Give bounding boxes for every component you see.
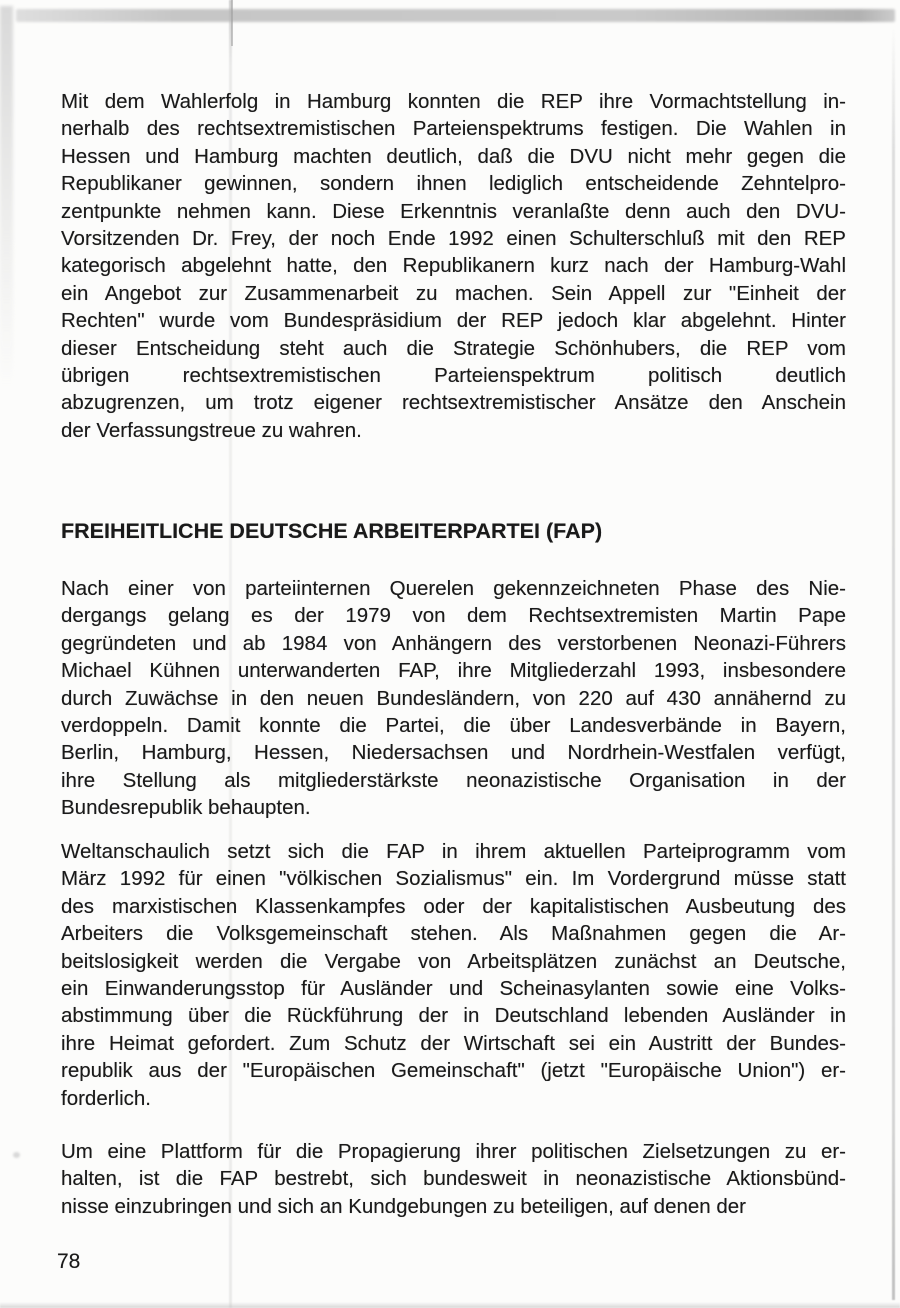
text-line: Michael Kühnen unterwanderten FAP, ihre Mitgliederzahl 1993, insbesondere [61,659,846,683]
text-line: dieser Entscheidung steht auch die Strategie Schönhubers, die REP vom [61,336,846,360]
text-line: Vorsitzenden Dr. Frey, der noch Ende 1992 einen Schulterschluß mit den REP [61,227,846,251]
paragraph-rep-wahlerfolg [61,88,846,444]
text-line: ein Einwanderungsstop für Ausländer und Scheinasylanten sowie eine Volks- [61,977,846,1001]
text-line: verdoppeln. Damit konnte die Partei, die über Landesverbände in Bayern, [61,714,846,738]
text-line: halten, ist die FAP bestrebt, sich bundesweit in neonazistische Aktionsbünd- [61,1167,846,1191]
text-line: durch Zuwächse in den neuen Bundesländern, von 220 auf 430 annähernd zu [61,686,846,710]
text-line: ein Angebot zur Zusammenarbeit zu machen. Sein Appell zur "Einheit der [61,281,846,305]
text-line: dergangs gelang es der 1979 von dem Rechtsextremisten Martin Pape [61,604,846,628]
text-line: März 1992 für einen "völkischen Sozialismus" ein. Im Vordergrund müsse statt [61,867,846,891]
text-line: Bundesrepublik behaupten. [61,796,311,820]
text-line: nisse einzubringen und sich an Kundgebungen zu beteiligen, auf denen der [61,1194,746,1218]
text-line: Arbeiters die Volksgemeinschaft stehen. Als Maßnahmen gegen die Ar- [61,922,846,946]
text-line: zentpunkte nehmen kann. Diese Erkenntnis veranlaßte denn auch den DVU- [61,199,846,223]
paragraph-fap-mitglieder [61,575,846,822]
text-line: Rechten" wurde vom Bundespräsidium der REP jedoch klar abgelehnt. Hinter [61,309,846,333]
text-line: Weltanschaulich setzt sich die FAP in ihrem aktuellen Parteiprogramm vom [61,840,846,863]
text-line: forderlich. [61,1086,152,1110]
text-line: des marxistischen Klassenkampfes oder der kapitalistischen Ausbeutung des [61,894,846,918]
text-line: Um eine Plattform für die Propagierung ihrer politischen Zielsetzungen zu er- [61,1140,846,1163]
text-line: nerhalb des rechtsextremistischen Parteienspektrums festigen. Die Wahlen in [61,117,846,141]
text-line: Mit dem Wahlerfolg in Hamburg konnten die REP ihre Vormachtstellung in- [61,90,846,113]
scan-right-edge-line [892,24,895,1300]
text-line: ihre Stellung als mitgliederstärkste neonazistische Organisation in der [61,768,846,792]
scan-top-shadow [16,9,895,22]
text-line: der Verfassungstreue zu wahren. [61,418,362,442]
scan-bottom-shadow [0,1302,900,1308]
text-line: ihre Heimat gefordert. Zum Schutz der Wirtschaft sei ein Austritt der Bundes- [61,1031,846,1055]
text-line: abzugrenzen, um trotz eigener rechtsextremistischer Ansätze den Anschein [61,391,846,415]
text-line: Berlin, Hamburg, Hessen, Niedersachsen und Nordrhein-Westfalen verfügt, [61,741,846,765]
text-line: abstimmung über die Rückführung der in Deutschland lebenden Ausländer in [61,1004,846,1028]
scan-left-edge-shadow [0,6,13,386]
text-line: übrigen rechtsextremistischen Parteienspektrum politisch deutlich [61,364,846,388]
text-line: Nach einer von parteiinternen Querelen gekennzeichneten Phase des Nie- [61,577,846,600]
scan-vertical-crease-top [231,0,233,46]
text-line: beitslosigkeit werden die Vergabe von Arbeitsplätzen zunächst an Deutsche, [61,949,846,973]
scan-speck [13,1152,20,1158]
paragraph-fap-plattform [61,1138,846,1220]
text-line: republik aus der "Europäischen Gemeinschaft" (jetzt "Europäische Union") er- [61,1059,846,1083]
text-line: gegründeten und ab 1984 von Anhängern des verstorbenen Neonazi-Führers [61,631,846,655]
paragraph-fap-programm [61,838,846,1112]
text-line: Hessen und Hamburg machten deutlich, daß die DVU nicht mehr gegen die [61,144,846,168]
text-line: kategorisch abgelehnt hatte, den Republikanern kurz nach der Hamburg-Wahl [61,254,846,278]
text-line: Republikaner gewinnen, sondern ihnen lediglich entscheidende Zehntelpro- [61,172,846,196]
section-heading-fap: FREIHEITLICHE DEUTSCHE ARBEITERPARTEI (FAP) [61,519,603,543]
page-number: 78 [57,1250,81,1273]
